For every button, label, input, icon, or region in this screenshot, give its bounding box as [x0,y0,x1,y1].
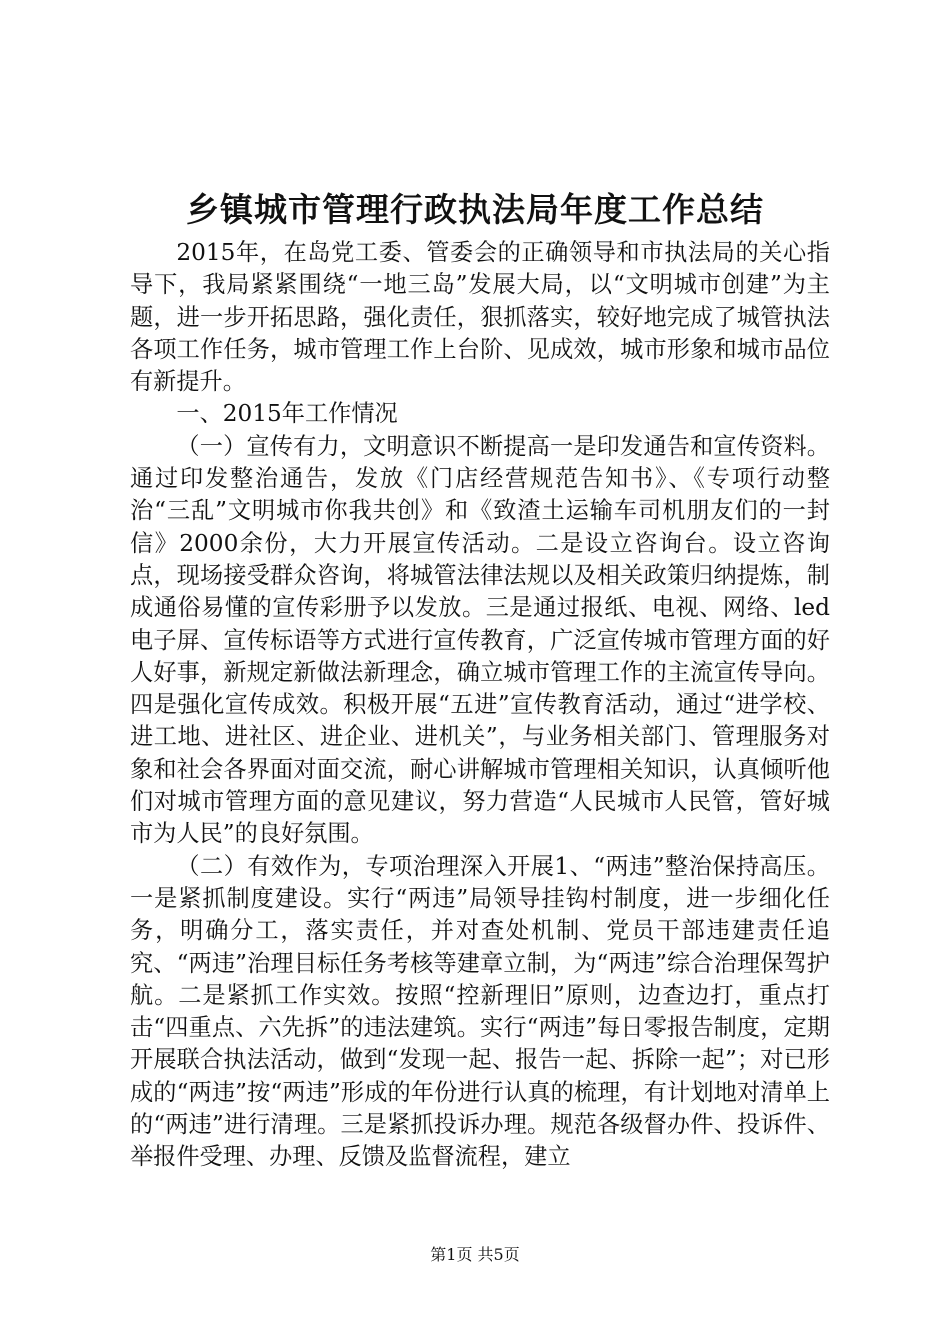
intro-paragraph: 2015年，在岛党工委、管委会的正确领导和市执法局的关心指导下，我局紧紧围绕“一地三岛”发展大局，以“文明城市创建”为主题，进一步开拓思路，强化责任，狠抓落实，较好地完成了城管执法各项工作任务，城市管理工作上台阶、见成效，城市形象和城市品位有新提升。 [130,239,830,396]
document-body [130,237,830,1174]
special-governance-paragraph: （二）有效作为，专项治理深入开展1、“两违”整治保持高压。一是紧抓制度建设。实行“两违”局领导挂钩村制度，进一步细化任务，明确分工，落实责任，并对查处机制、党员干部违建责任追究、“两违”治理目标任务考核等建章立制，为“两违”综合治理保驾护航。二是紧抓工作实效。按照“控新理旧”原则，边查边打，重点打击“四重点、六先拆”的违法建筑。实行“两违”每日零报告制度，定期开展联合执法活动，做到“发现一起、报告一起、拆除一起”；对已形成的“两违”按“两违”形成的年份进行认真的梳理，有计划地对清单上的“两违”进行清理。三是紧抓投诉办理。规范各级督办件、投诉件、举报件受理、办理、反馈及监督流程，建立 [130,852,830,1171]
document-title: 乡镇城市管理行政执法局年度工作总结 [186,190,764,229]
section-heading: 一、2015年工作情况 [176,400,398,428]
page-footer: 第1页 共5页 [430,1245,520,1264]
publicity-paragraph: （一）宣传有力，文明意识不断提高一是印发通告和宣传资料。通过印发整治通告，发放《门店经营规范告知书》、《专项行动整治“三乱”文明城市你我共创》和《致渣土运输车司机朋友们的一封信》2000余份，大力开展宣传活动。二是设立咨询台。设立咨询点，现场接受群众咨询，将城管法律法规以及相关政策归纳提炼，制成通俗易懂的宣传彩册予以发放。三是通过报纸、电视、网络、led电子屏、宣传标语等方式进行宣传教育，广泛宣传城市管理方面的好人好事，新规定新做法新理念，确立城市管理工作的主流宣传导向。四是强化宣传成效。积极开展“五进”宣传教育活动，通过“进学校、进工地、进社区、进企业、进机关”，与业务相关部门、管理服务对象和社会各界面对面交流，耐心讲解城市管理相关知识，认真倾听他们对城市管理方面的意见建议，努力营造“人民城市人民管，管好城市为人民”的良好氛围。 [130,432,830,848]
